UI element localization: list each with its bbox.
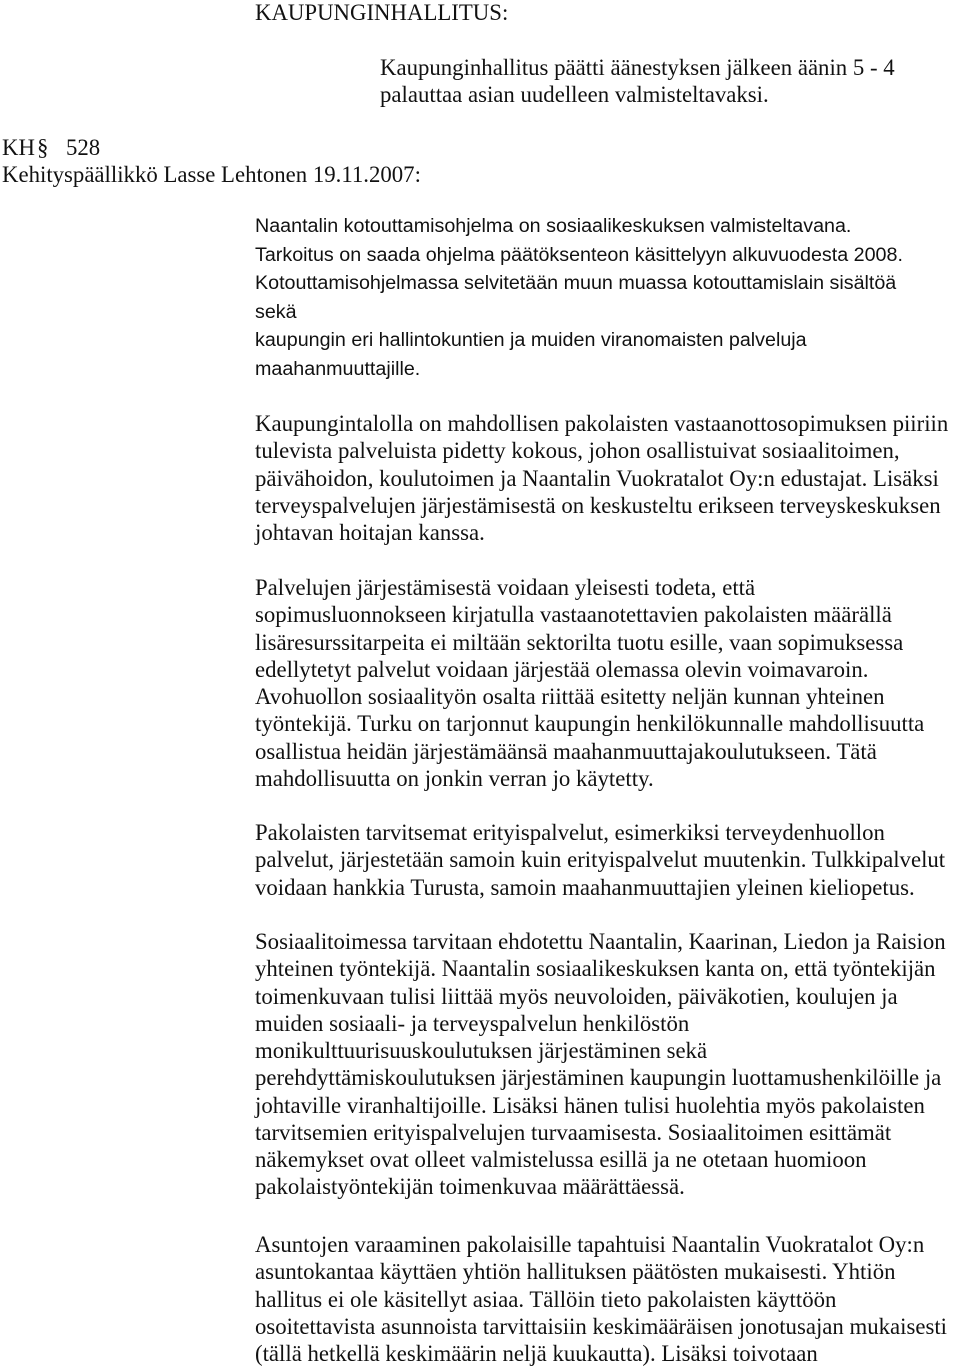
paragraph-line: sopimusluonnokseen kirjatulla vastaanotettavien pakolaisten määrällä xyxy=(255,602,892,628)
paragraph-line: johtavan hoitajan kanssa. xyxy=(255,520,485,545)
paragraph-line: johtaville viranhaltijoille. Lisäksi hänen tulisi huolehtia myös pakolaisten xyxy=(255,1092,925,1118)
intro-line: Tarkoitus on saada ohjelma päätöksenteon käsittelyyn alkuvuodesta 2008. xyxy=(255,243,903,266)
section-symbol-text: § xyxy=(37,135,49,160)
intro-line: kaupungin eri hallintokuntien ja muiden viranomaisten palveluja xyxy=(255,329,807,352)
paragraph-housing xyxy=(255,1231,947,1367)
paragraph-line: Palvelujen järjestämisestä voidaan yleisesti todeta, että xyxy=(255,575,756,600)
intro-line: Kotouttamisohjelmassa selvitetään muun muassa kotouttamislain sisältöä xyxy=(255,272,897,295)
intro-paragraph xyxy=(255,212,903,384)
paragraph-line: Asuntojen varaaminen pakolaisille tapahtuisi Naantalin Vuokratalot Oy:n xyxy=(255,1232,925,1257)
paragraph-line: edellytetyt palvelut voidaan järjestää olemassa olevin voimavaroin. xyxy=(255,656,869,682)
paragraph-line: pakolaistyöntekijän toimenkuvaa määrättäessä. xyxy=(255,1174,685,1200)
intro-line: sekä xyxy=(255,300,297,323)
paragraph-line: palvelut, järjestetään samoin kuin erityispalvelut muutenkin. Tulkkipalvelut xyxy=(255,847,946,873)
item-prefix xyxy=(2,134,35,161)
paragraph-line: tarvitsemien erityispalvelujen turvaamisesta. Sosiaalitoimen esittämät xyxy=(255,1119,892,1145)
paragraph-line: yhteinen työntekijä. Naantalin sosiaalikeskuksen kanta on, että työntekijän xyxy=(255,956,936,982)
decision-line: palauttaa asian uudelleen valmisteltavaksi. xyxy=(380,82,769,107)
paragraph-line: päivähoidon, koulutoimen ja Naantalin Vuokratalot Oy:n edustajat. Lisäksi xyxy=(255,465,939,491)
paragraph-line: toimenkuvaan tulisi liittää myös neuvoloiden, päiväkotien, koulujen ja xyxy=(255,983,898,1009)
presenter xyxy=(2,161,421,188)
paragraph-line: voidaan hankkia Turusta, samoin maahanmuuttajien yleinen kieliopetus. xyxy=(255,874,915,900)
paragraph-line: (tällä hetkellä keskimäärin neljä kuukautta). Lisäksi toivotaan xyxy=(255,1341,818,1366)
paragraph-line: osallistua heidän järjestämäänsä maahanmuuttajakoulutukseen. Tätä xyxy=(255,738,877,764)
paragraph-services xyxy=(255,574,924,792)
item-number xyxy=(66,134,100,161)
paragraph-line: työntekijä. Turku on tarjonnut kaupungin henkilökunnalle mahdollisuutta xyxy=(255,711,925,737)
paragraph-line: hallitus ei ole käsitellyt asiaa. Tällöin tieto pakolaisten käyttöön xyxy=(255,1286,837,1312)
paragraph-line: perehdyttämiskoulutuksen järjestäminen kaupungin luottamushenkilöille ja xyxy=(255,1065,942,1091)
paragraph-line: Pakolaisten tarvitsemat erityispalvelut, esimerkiksi terveydenhuollon xyxy=(255,820,885,845)
paragraph-line: Sosiaalitoimessa tarvitaan ehdotettu Naantalin, Kaarinan, Liedon ja Raision xyxy=(255,929,946,954)
paragraph-special-services xyxy=(255,819,945,901)
paragraph-line: mahdollisuutta on jonkin verran jo käytetty. xyxy=(255,765,654,791)
paragraph-line: monikulttuurisuuskoulutuksen järjestäminen sekä xyxy=(255,1038,708,1063)
paragraph-line: Kaupungintalolla on mahdollisen pakolaisten vastaanottosopimuksen piiriin xyxy=(255,411,949,436)
paragraph-line: terveyspalvelujen järjestämisestä on keskusteltu erikseen terveyskeskuksen xyxy=(255,492,941,518)
board-heading xyxy=(255,0,508,26)
intro-line: Naantalin kotouttamisohjelma on sosiaalikeskuksen valmisteltavana. xyxy=(255,215,852,237)
presenter-text: Kehityspäällikkö Lasse Lehtonen 19.11.2007: xyxy=(2,162,421,187)
intro-line: maahanmuuttajille. xyxy=(255,357,421,380)
paragraph-social-services xyxy=(255,928,946,1201)
decision-line: Kaupunginhallitus päätti äänestyksen jälkeen äänin 5 - 4 xyxy=(380,55,895,80)
paragraph-line: lisäresurssitarpeita ei miltään sektorilta tuotu esille, vaan sopimuksessa xyxy=(255,629,904,655)
board-heading-text: KAUPUNGINHALLITUS: xyxy=(255,0,509,25)
paragraph-line: muiden sosiaali- ja terveyspalvelun henkilöstön xyxy=(255,1010,690,1036)
paragraph-line: Avohuollon sosiaalityön osalta riittää esitetty neljän kunnan yhteinen xyxy=(255,684,885,709)
paragraph-line: osoitettavista asunnoista tarvittaisiin keskimääräisen jonotusajan mukaisesti xyxy=(255,1313,947,1339)
item-number-text: 528 xyxy=(66,135,101,160)
section-symbol xyxy=(37,134,48,161)
paragraph-line: näkemykset ovat olleet valmistelussa esillä ja ne otetaan huomioon xyxy=(255,1147,867,1172)
paragraph-line: tulevista palveluista pidetty kokous, johon osallistuivat sosiaalitoimen, xyxy=(255,438,900,464)
paragraph-meeting xyxy=(255,410,948,546)
decision-text xyxy=(380,54,895,108)
item-prefix-text: KH xyxy=(2,135,35,160)
paragraph-line: asuntokantaa käyttäen yhtiön hallituksen päätösten mukaisesti. Yhtiön xyxy=(255,1259,896,1285)
